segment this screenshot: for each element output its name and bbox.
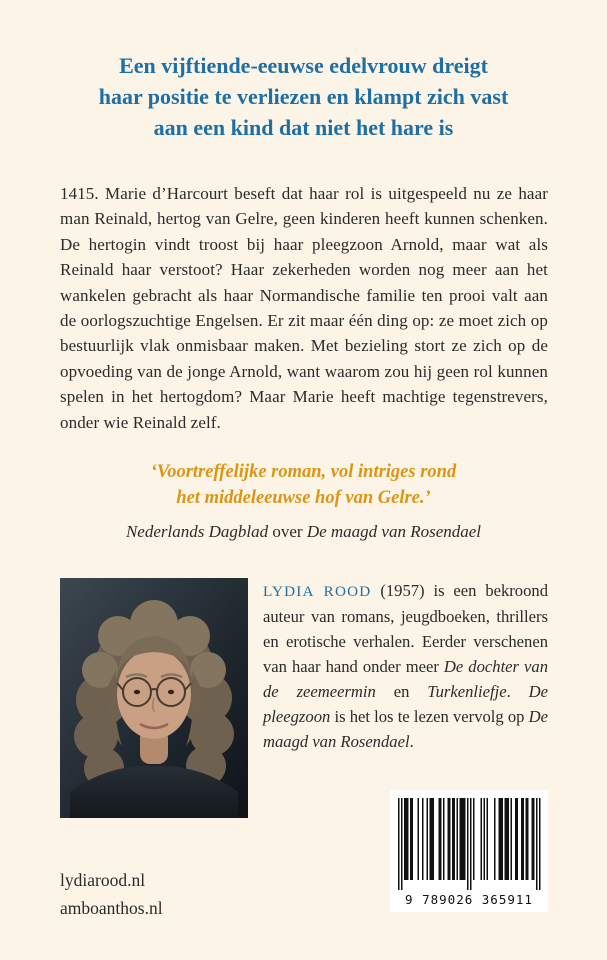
author-name: LYDIA ROOD: [263, 583, 372, 601]
review-quote-line: het middeleeuwse hof van Gelre.’: [176, 488, 431, 509]
review-quote: [0, 459, 607, 511]
bio-book-title: De pleegzoon: [263, 682, 548, 727]
review-attribution-text: over: [268, 522, 307, 542]
bio-book-title: Turkenliefje: [427, 682, 507, 702]
website-amboanthos: amboanthos.nl: [60, 898, 163, 918]
review-book-title: De maagd van Rosendael: [306, 522, 482, 542]
headline-line: haar positie te verliezen en klampt zich vast: [98, 84, 509, 109]
bio-segment: (1957) is een bekroond auteur van romans, jeugdboeken, thrillers en erotische verhalen. Eerder verschenen van haar hand onder meer: [263, 581, 548, 677]
review-source: Nederlands Dagblad: [125, 522, 269, 542]
bio-segment: is het los te lezen vervolg op: [330, 707, 529, 727]
barcode-number: 9 789026 365911: [405, 892, 533, 907]
review-attribution: [0, 520, 607, 544]
barcode-bars: [397, 798, 541, 890]
synopsis-paragraph: 1415. Marie d’Harcourt beseft dat haar rol is uitgespeeld nu ze haar man Reinald, hertog van Gelre, geen kinderen heeft kunnen schenken. De hertogin vindt troost bij haar pleegzoon Arnold, maar wat als Reinald haar verstoot? Haar zekerheden worden nog meer aan het wankelen gebracht als haar Normandische familie ten prooi valt aan de oorlogszuchtige Engelsen. Er zit maar één ding op: ze moet zich op bestuurlijk vlak onmisbaar maken. Met bezieling stort ze zich op de opvoeding van de jonge Arnold, want waarom zou hij geen rol kunnen spelen in het hertogdom? Maar Marie heeft machtige tegenstrevers, onder wie Reinald zelf.: [60, 184, 548, 432]
review-quote-line: ‘Voortreffelijke roman, vol intriges rond: [150, 462, 457, 483]
publisher-websites: [60, 866, 163, 922]
author-section: [60, 578, 548, 818]
barcode: [390, 790, 548, 912]
bio-segment: .: [409, 732, 414, 752]
author-photo: [60, 578, 248, 818]
bio-segment: en: [375, 682, 428, 702]
bio-book-title: De maagd van Rosendael: [263, 707, 548, 752]
headline-line: Een vijftiende-eeuwse edelvrouw dreigt: [119, 53, 488, 78]
bio-book-title: De dochter van de zeemeermin: [263, 657, 548, 702]
author-bio: [263, 578, 548, 754]
headline: [54, 50, 554, 143]
headline-line: aan een kind dat niet het hare is: [153, 115, 454, 140]
bio-segment: .: [506, 682, 529, 702]
website-lydiarood: lydiarood.nl: [60, 870, 146, 890]
review-section: [0, 459, 607, 544]
